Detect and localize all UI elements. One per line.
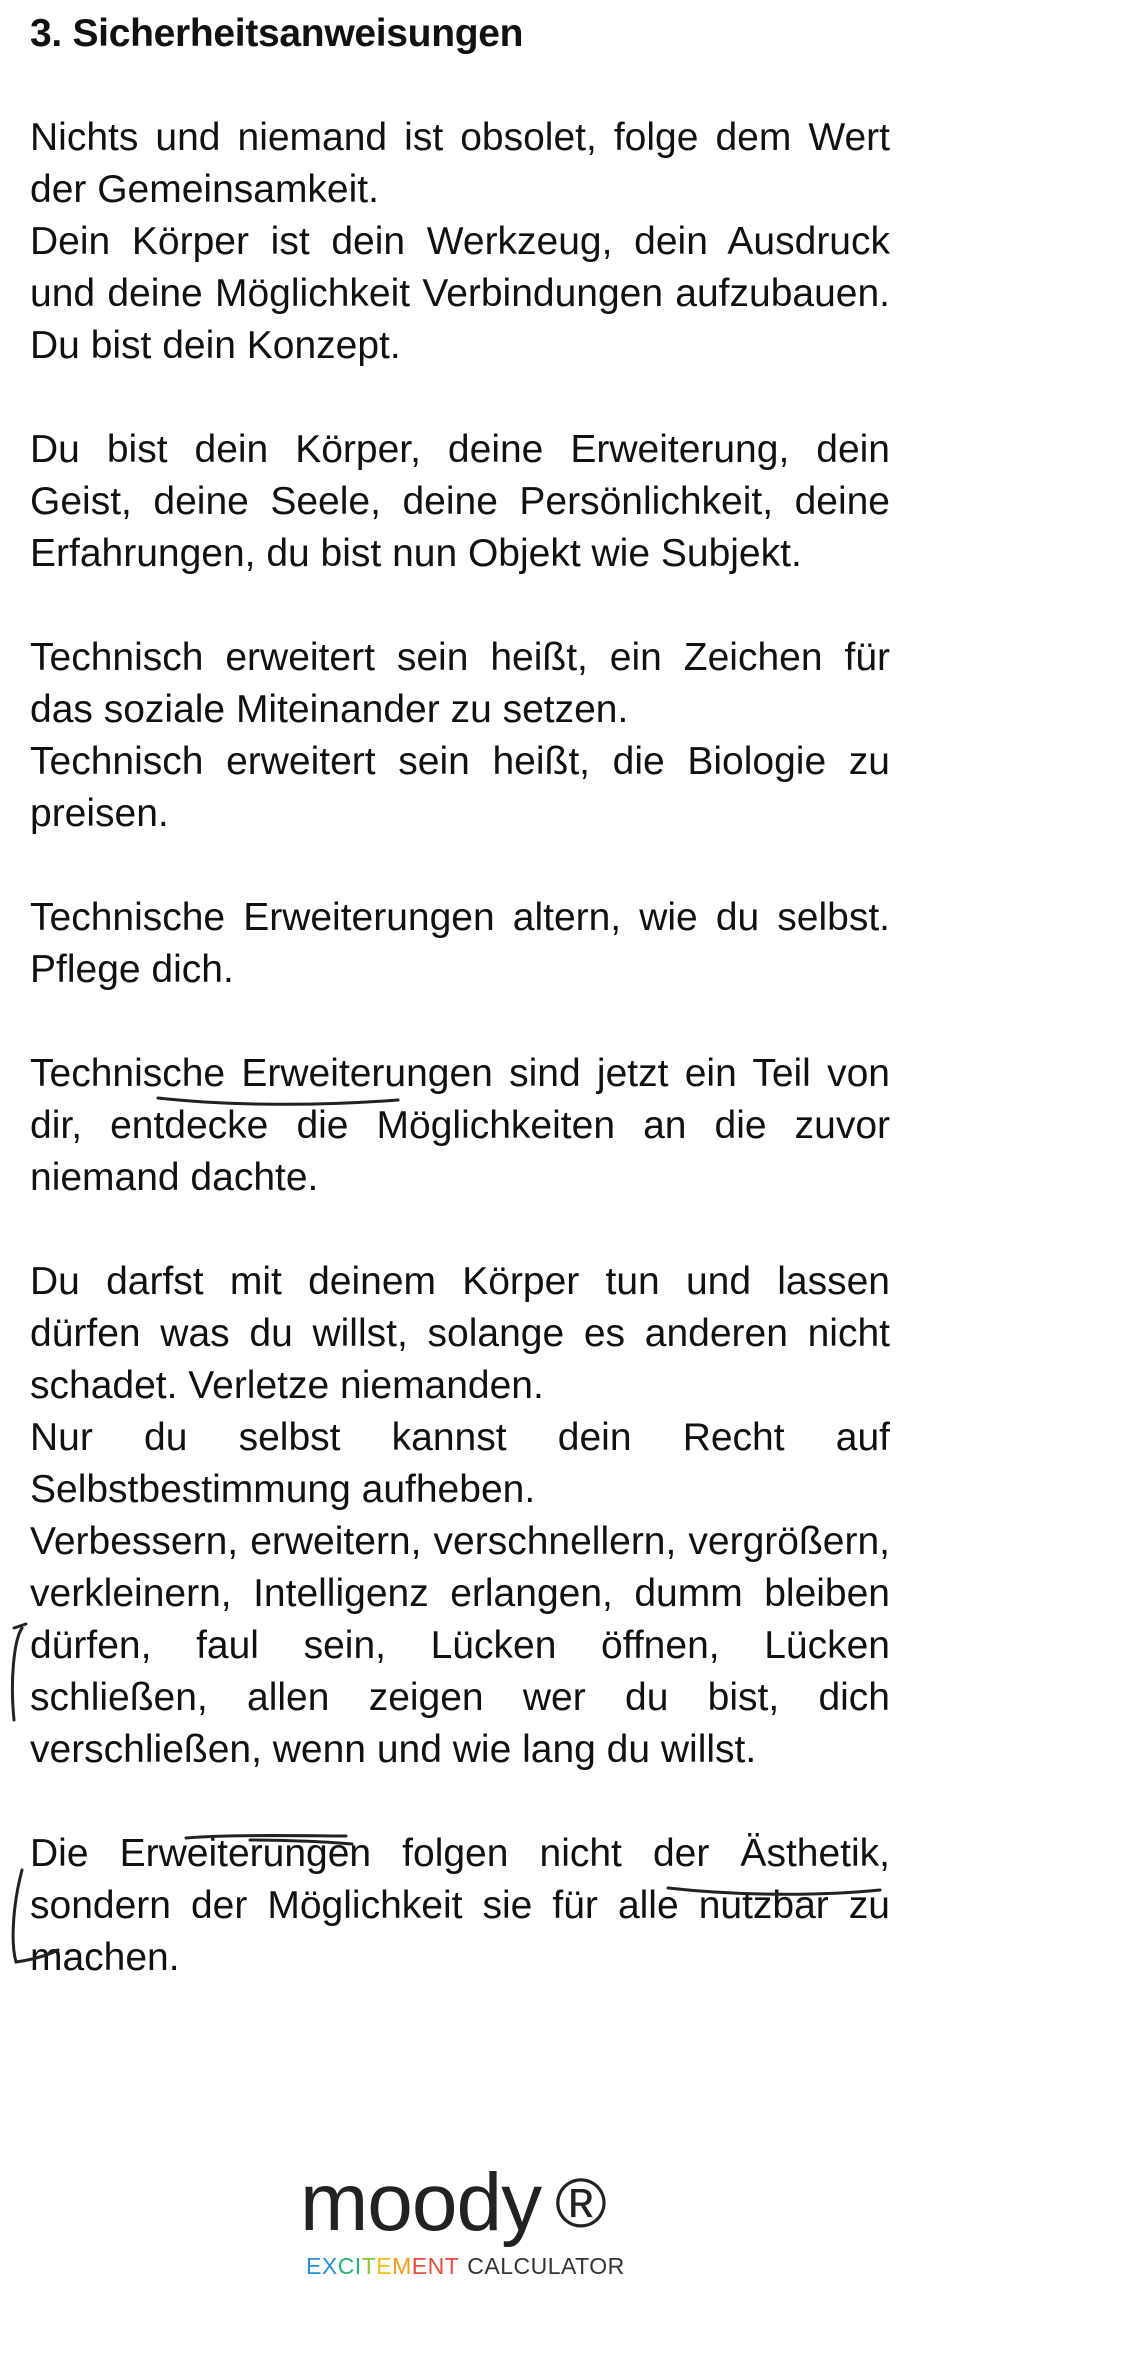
paragraph-line: Verbessern, erweitern, verschnellern, vergrößern, verkleinern, Intelligenz erlangen, dumm bleiben dürfen, faul sein, Lücken öffnen, Lücken schließen, allen zeigen wer du bist, dich verschließen, wenn und wie lang du willst. <box>30 1520 890 1771</box>
logo-tagline <box>306 2251 660 2281</box>
tagline-part: CI <box>337 2253 362 2279</box>
bracket-top <box>12 1624 26 1720</box>
paragraph-2 <box>30 424 890 580</box>
paragraph-3 <box>30 632 890 840</box>
paragraph-1 <box>30 112 890 372</box>
document <box>30 0 890 1984</box>
logo-wordmark <box>300 2155 660 2251</box>
paragraph-7 <box>30 1828 890 1984</box>
logo-word: moody <box>300 2157 542 2248</box>
tagline-part: T <box>361 2253 377 2279</box>
paragraph-line: Nur du selbst kannst dein Recht auf Selbstbestimmung aufheben. <box>30 1416 890 1511</box>
paragraph-5 <box>30 1048 890 1204</box>
tagline-part: E <box>376 2253 393 2279</box>
tagline-part: ENT <box>411 2253 460 2279</box>
paragraph-line: Du bist dein Körper, deine Erweiterung, dein Geist, deine Seele, deine Persönlichkeit, deine Erfahrungen, du bist nun Objekt wie Subjekt. <box>30 428 890 575</box>
paragraph-line: Die Erweiterungen folgen nicht der Ästhetik, sondern der Möglichkeit sie für alle nutzbar zu machen. <box>30 1832 890 1979</box>
tagline-part: EX <box>306 2253 338 2279</box>
paragraph-4 <box>30 892 890 996</box>
paragraph-line: Technische Erweiterungen altern, wie du selbst. Pflege dich. <box>30 896 890 991</box>
paragraph-line: Technisch erweitert sein heißt, ein Zeichen für das soziale Miteinander zu setzen. <box>30 636 890 731</box>
paragraph-line: Technisch erweitert sein heißt, die Biologie zu preisen. <box>30 740 890 835</box>
registered-mark: ® <box>555 2164 606 2242</box>
paragraph-line: Technische Erweiterungen sind jetzt ein Teil von dir, entdecke die Möglichkeiten an die zuvor niemand dachte. <box>30 1052 890 1199</box>
tagline-calculator: CALCULATOR <box>467 2253 625 2279</box>
moody-logo <box>300 2155 660 2281</box>
paragraph-line: Du darfst mit deinem Körper tun und lassen dürfen was du willst, solange es anderen nicht schadet. Verletze niemanden. <box>30 1260 890 1407</box>
paragraph-line: Dein Körper ist dein Werkzeug, dein Ausdruck und deine Möglichkeit Verbindungen aufzubauen. Du bist dein Konzept. <box>30 220 890 367</box>
tagline-part: M <box>392 2253 412 2279</box>
paragraph-6 <box>30 1256 890 1776</box>
paragraph-line: Nichts und niemand ist obsolet, folge dem Wert der Gemeinsamkeit. <box>30 116 890 211</box>
section-heading: 3. Sicherheitsanweisungen <box>30 12 524 55</box>
